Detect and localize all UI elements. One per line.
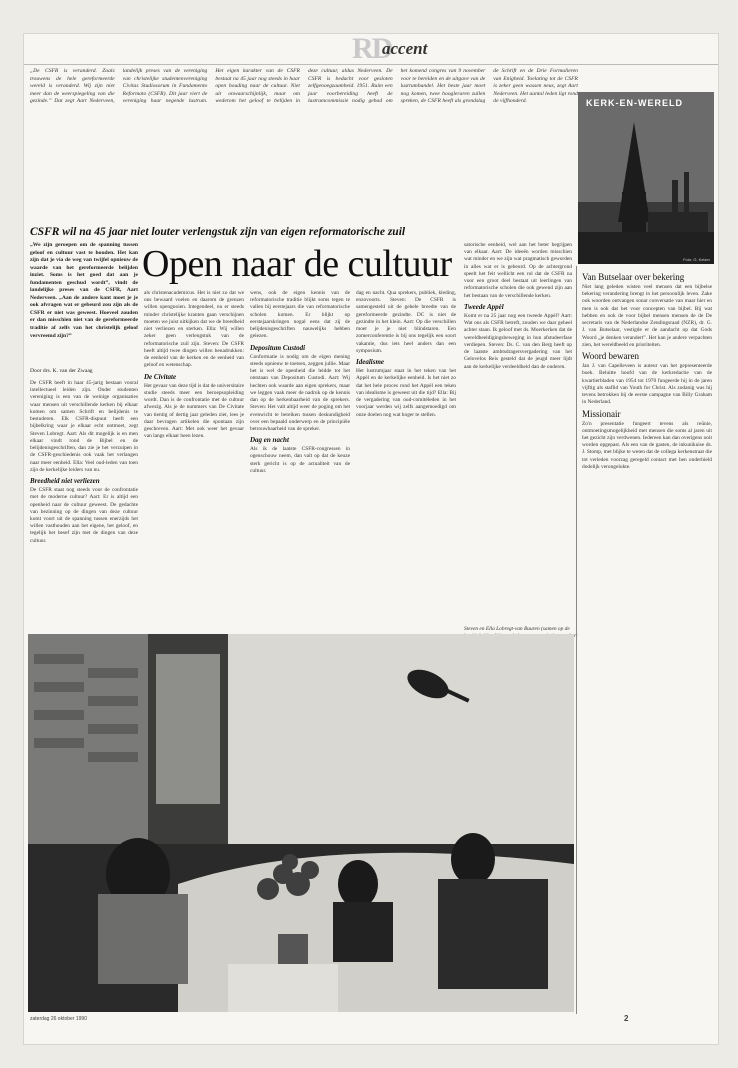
living-room-scene: [28, 634, 574, 1012]
sidebar-title: Van Butselaar over bekering: [582, 272, 685, 282]
column-text: dag en nacht. Qua sprekers, publiek, kleding, enzovoorts. Steven: De CSFR is samengesteld uit de gehele breedte van de gereformeerde gezindte. DC is niet de gezindte in het klein. Aart: Op die verschillen moet je je niet blindstaren. Een zomerconferentie is bij ons tegelijk een soort vakantie, dus iets heel anders dan een symposium.: [356, 290, 456, 354]
church-silhouette: [578, 92, 714, 264]
article-headline: Open naar de cultuur: [142, 243, 452, 285]
column-text: wens, ook de eigen kennis van de reformatorische traditie blijkt soms tegen te vallen bij eerstejaars die van reformatorische scholen komen. Er blijkt op eerstejaarskringen nogal eens dat zij de belijdenisgeschriften nauwelijks hebben gelezen.: [250, 290, 350, 340]
column-text: Het gevaar van deze tijd is dat de universitaire studie steeds meer een beroepsopleiding wordt. Dan is de confrontatie met de cultuur afwezig. Als je de nummers van De Civitate van tientig of dertig jaar geleden ziet, lees je daar bevragen artikelen die spontaan zijn geschreven. Aart: Met ook weer het gevaar van langs elkaar heen lezen.: [144, 382, 244, 440]
column-text: Komt er na 25 jaar nog een tweede Appèl? Aart: Wat ons als CSFR betreft, zouden we daar geheel achter staan. Ik geloof met ds. Moerkerken dat de wereldbeeldigingsbeweging in hun afstudeerfase verdiepen. Steven: Ds. C. van den Berg heeft op de laatste ambtsdragersvergadering van het Gelovelos Reis gesteld dat de jeugd meer lijdt aan de kerkelijke verdeeldheid dan de ouderen.: [464, 312, 572, 370]
article-column-4: [356, 290, 456, 624]
section-name: accent: [382, 39, 428, 58]
sidebar-title: Woord bewaren: [582, 351, 640, 362]
article-subhead: CSFR wil na 45 jaar niet louter verlengstuk zijn van eigen reformatorische zuil: [30, 226, 406, 238]
section-heading: Breedheid niet verliezen: [30, 477, 100, 486]
section-heading: Depositum Custodi: [250, 343, 306, 352]
logo-letters: RD: [352, 32, 392, 65]
sidebar-text: Niet lang geleden wisten veel mensen dat een bijbelse bekering verandering brengt in het persoonlijk leven. Zake ook woorden ontvangen sonar conversatie van maar hier en men is ook dat het voor concepten van bijbel. Bij wat hebben en ook de voor bijbel mensen mensen de de De secretaris van de Nederlandse Zendingsraad (NZR), dr. G. J. van Butselaar, vestigde er de aandacht op dat Gods Woord „je denken verandert”. Het kan je andere verpachten zien, het wereldbeeld en prioriteiten.: [582, 284, 712, 348]
photo-credit: Foto: G. Keizer: [683, 257, 710, 262]
article-column-2: [144, 290, 244, 624]
column-text: satorische eenheid, wel aan het beter begrijpen van elkaar. Aart: De ideeën worden misschien wat minder en we zijn wat pragmatisch geworden in alles wat er is gebeurd. Op de achtergrond speelt het feit wellicht een rol dat de CSFR na voor een groot deel bestaat uit leerlingen van reformatorische scholen die ook gewend zijn aan het bestaan van de verschillende kerken.: [464, 242, 572, 299]
interview-photo: [28, 634, 574, 1012]
section-heading: Dag en nacht: [250, 436, 289, 445]
sidebar-column: [582, 270, 712, 1040]
photo-label: KERK-EN-WERELD: [586, 98, 683, 108]
column-text: Als ik de laatste CSFR-congressen in ogenschouw neem, dan valt op dat de keuze sterk gericht is op de actualiteit van de cultuur.: [250, 446, 350, 474]
sidebar-text: Jan J. van Capelleveen is auteur van het gepresenteerde boek. Beluitte hoofd van de kerkredactie van de kwartierbladen van 1954 tot 1970 fungeerde hij in de jaren vijftig als staflid van Youth for Christ. Als zodanig was hij tevens betrokken bij de eerste campagne van Billy Graham in Nederland.: [582, 363, 712, 406]
section-logo: [342, 34, 432, 68]
footer-date: zaterdag 26 oktober 1990: [30, 1016, 87, 1022]
column-divider: [576, 266, 577, 1014]
newspaper-page: [24, 34, 718, 1044]
photo-caption: Steven en Ella Lobregt-van Buuren (samen op de: [464, 626, 570, 632]
section-heading: Tweede Appèl: [464, 302, 504, 311]
article-column-3: [250, 290, 350, 624]
column-text: De CSFR staat nog steeds voor de confrontatie met de moderne cultuur? Aart: Er is altijd een openheid naar de cultuur geweest. De gedachte van bezinning op de dingen van deze cultuur komt voort uit de spanning tussen enerzijds het willen vasthouden aan het eigene, het geloof, en tegelijk het besef zijn met de dingen van deze cultuur.: [30, 487, 138, 544]
page-number: 2: [624, 1014, 629, 1023]
article-column-1: [30, 380, 138, 624]
section-heading: Idealisme: [356, 358, 384, 367]
article-column-5: [464, 242, 572, 622]
column-text: Het lustrumjaar staat in het teken van het Appèl en de kerkelijke eenheid. Is het niet zo dat het hele proces rond het Appèl een teken van idealisme is geweest uit die tijd? Ella: Bij de vergadering van oud-comitéleden in het voorjaar werden wij zelfs aangemoedigd om onze doelen nog wat hoger te stellen.: [356, 368, 456, 418]
sidebar-text: Zo'n presentatie fungeert tevens als reünie, ontmoetingsmogelijkheid met mensen die soms al jaren uit het gezicht zijn verdwenen. Iedereen kan dan overigens ooit worden opgepast. Als een van de gasten, de inkunikuise ds. J. Stomp, met blijke te weten dat de collega kerkenstraat die tot verleden voorzag geregeld contact met hen onderhield dodelijk verongelukte.: [582, 420, 712, 470]
article-byline: Door drs. K. van der Zwaag: [30, 368, 93, 374]
article-lead: „We zijn geroepen om de spanning tussen geloof en cultuur vast te houden. Het kan zijn dat je via de weg van twijfel opnieuw de waarde van het gereformeerde belijden inziet. Soms is het goed dat aan je fundamenten geschud wordt”, vindt de landelijke preses van de CSFR, Aart Nederveen. „Aan de andere kant moet je je ook afvragen wat er gebeurd zou zijn als de CSFR er niet was geweest. Hoeveel zouden er dan misschien niet van de gereformeerde traditie af zelfs van het christelijk geloof vervreemd zijn?”: [30, 242, 138, 339]
church-photo: [578, 92, 714, 264]
column-text: als christenacademicus. Het is niet zo dat we ons bewaard voelen en daarom de grenzen willen opengooien. Integendeel, nu er steeds minder christelijke kranten gaan verschijnen moeten we juist uitkijken dat we de breedheid niet verliezen en sterken. Ella: Wij willen zeker geen verlengstuk van de reformatorische zuil zijn. Steven: De CSFR heeft altijd twee dingen willen benadrukken: de eenheid van de kerken en de eenheid van geloof en wetenschap.: [144, 290, 244, 369]
sidebar-title: Missionair: [582, 408, 621, 419]
column-text: De CSFR heeft in haar 45-jarig bestaan vooral intellectueel leiden zijn. Onder studenten vereniging is een van de weinige organisaties waar mensen uit verschillende kerken bij elkaar komen om samen Schrift en belijdenis te bestuderen. Elk CSFR-dispuut heeft een bijbelkring waar je elkaar echt ontmoet, zegt Steven Lobregt. Aart: Als dit mogelijk is en men elkaar vindt rond de Bijbel en de belijdenisgeschriften, dan zie je het verzuipen in de CSFR-geschiedenis ook vaak het verlangen naar meer eenheid. Ella: Veel oud-leden van toen zijn de kerkelijke leiders van nu.: [30, 380, 138, 473]
column-text: Conformatie is nodig om de eigen mening steeds opnieuw te toetsen, zeggen jullie. Maar het is wel de openheid die leidde tot het ontstaan van Depositum Custodi. Aart: Wij hechten ook waarde aan eigen sprekers, maar we leggen vaak meer de nadruk op de kennis dan op de herkenbaarheid van de sprekers. Steven: Het valt altijd weer de poging om het evenwicht te bereiken tussen deskundigheid over een bepaald onderwerp en de principiële betrouwbaarheid van de spreker.: [250, 353, 350, 432]
intro-text: „De CSFR is veranderd. Zoals trouwens de hele gereformeerde wereld is veranderd. Wij zijn niet meer dan de weerspiegeling van die gezinde.” Dat zegt Aart Nederveen, landelijk preses van de vereniging van christelijke studentenvereniging Civitas Studiosorum in Fundamento Reformato (CSFR). Dit jaar viert de vereniging haar negende lustrum. Het eigen karakter van de CSFR bestaat na 45 jaar nog steeds in haar open houding naar de cultuur. Niet uit onwaarschijnlijk, maar om wederom het geloof te belijden in deze cultuur, aldus Nederveen. De CSFR is bedacht voor gesloten zelfgenoegzaamheid. 1951. Ruim een jaar voorbereiding heeft de lustrumcommissie nodig gehad om het komend congres van 9 november voor te bereiden en de uitgave van de lustrumbundel. Het beste jaar moet nog komen, twee hoogleraren zullen spreken, de CSFR heeft als grondslag de Schrift en de Drie Formulieren van Enigheid. Toelating tot de CSFR is zeker geen wassen neus, zegt Aart Nederveen. Het aantal leden ligt rond de vijfhonderd.: [30, 68, 578, 105]
section-heading: De Civitate: [144, 372, 177, 381]
